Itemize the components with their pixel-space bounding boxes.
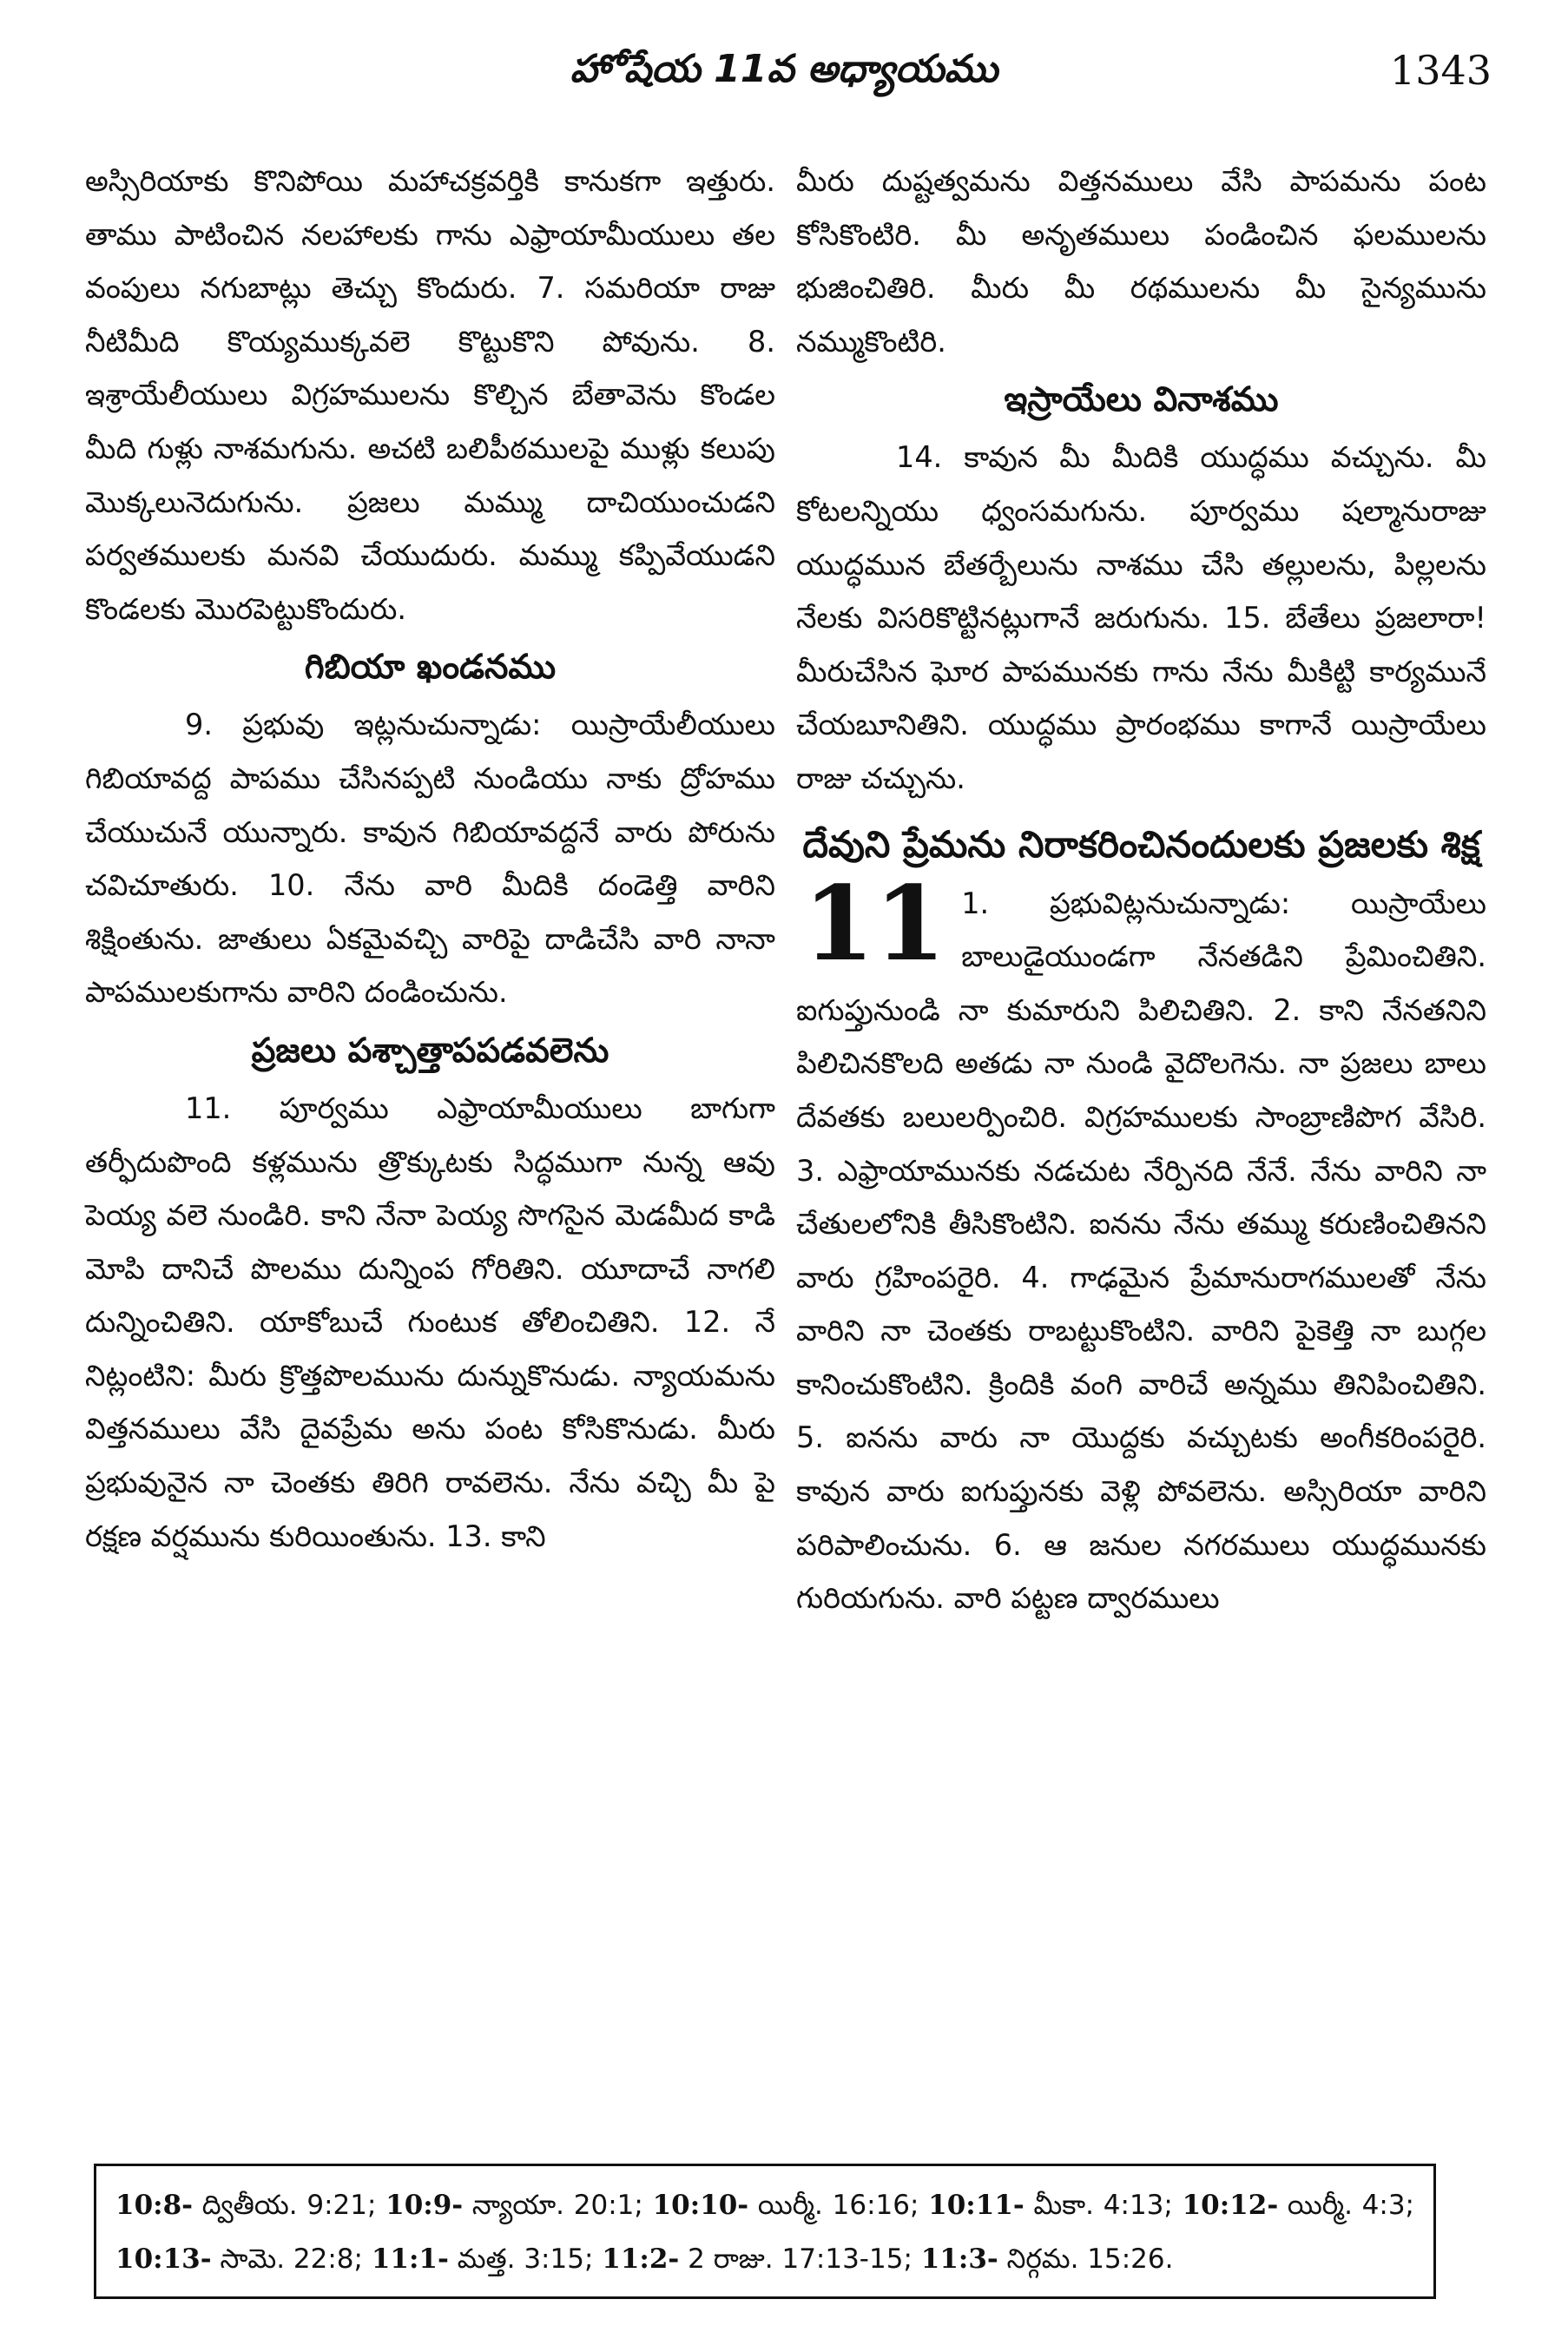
- footnote-text: యిర్మీ. 16:16;: [748, 2190, 929, 2221]
- section-heading: దేవుని ప్రేమను నిరాకరించినందులకు ప్రజలకు శిక్ష: [802, 822, 1480, 866]
- section-heading: ప్రజలు పశ్చాత్తాపపడవలెను: [251, 1031, 609, 1071]
- section-heading: గిబియా ఖండనము: [304, 648, 557, 688]
- footnote-entry: [1183, 2190, 1414, 2221]
- footnote-ref: 10:8-: [115, 2190, 194, 2221]
- footnote-entry: [928, 2190, 1182, 2221]
- running-title: హోషేయ 11వ అధ్యాయము: [570, 47, 998, 91]
- footnote-text: ద్వితీయ. 9:21;: [193, 2190, 386, 2221]
- paragraph: 9. ప్రభువు ఇట్లనుచున్నాడు: యిస్రాయేలీయులు గిబియావద్ద పాపము చేసినప్పటి నుండియు నాకు ద్రోహము చేయుచునే యున్నారు. కావున గిబియావద్దనే వారు పోరును చవిచూతురు. 10. నేను వారి మీదికి దండెత్తి వారిని శిక్షింతును. జాతులు ఏకమైవచ్చి వారిపై దాడిచేసి వారి నానా పాపములకుగాను వారిని దండించును.: [85, 708, 775, 1010]
- footnote-ref: 10:9-: [385, 2190, 464, 2221]
- footnote-text: యిర్మీ. 4:3;: [1278, 2190, 1414, 2221]
- footnote-entry: [921, 2243, 1174, 2275]
- paragraph: 1. ప్రభువిట్లనుచున్నాడు: యిస్రాయేలు బాలుడైయుండగా నేనతడిని ప్రేమించితిని. ఐగుప్తునుండి నా కుమారుని పిలిచితిని. 2. కాని నేనతనిని పిలిచినకొలది అతడు నా నుండి వైదొలగెను. నా ప్రజలు బాలు దేవతకు బలులర్పించిరి. విగ్రహములకు సాంబ్రాణిపొగ వేసిరి. 3. ఎఫ్రాయామునకు నడచుట నేర్పినది నేనే. నేను వారిని నా చేతులలోనికి తీసికొంటిని. ఐనను నేను తమ్ము కరుణించితినని వారు గ్రహింపరైరి. 4. గాఢమైన ప్రేమానురాగములతో నేను వారిని నా చెంతకు రాబట్టుకొంటిని. వారిని పైకెత్తి నా బుగ్గల కానించుకొంటిని. క్రిందికి వంగి వారిచే అన్నము తినిపించితిని. 5. ఐనను వారు నా యొద్దకు వచ్చుటకు అంగీకరింపరైరి. కావున వారు ఐగుప్తునకు వెళ్లి పోవలెను. అస్సిరియా వారిని పరిపాలించును. 6. ఆ జనుల నగరములు యుద్ధమునకు గురియగును. వారి పట్టణ ద్వారములు: [796, 886, 1486, 1616]
- footnote-entry: [602, 2243, 921, 2275]
- footnote-ref: 10:12-: [1182, 2190, 1279, 2221]
- chapter-number: 11: [803, 862, 946, 984]
- footnote-text: నిర్గమ. 15:26.: [998, 2243, 1174, 2275]
- footnote-entry: [372, 2243, 602, 2275]
- section-heading: ఇస్రాయేలు వినాశము: [1004, 380, 1279, 420]
- page-number: 1343: [1389, 47, 1492, 94]
- paragraph: అస్సిరియాకు కొనిపోయి మహాచక్రవర్తికి కానుకగా ఇత్తురు. తాము పాటించిన నలహాలకు గాను ఎఫ్రాయామీయులు తల వంపులు నగుబాట్లు తెచ్చు కొందురు. 7. సమరియా రాజు నీటిమీది కొయ్యముక్కవలె కొట్టుకొని పోవును. 8. ఇశ్రాయేలీయులు విగ్రహములను కొల్చిన బేతావెను కొండల మీది గుళ్లు నాశమగును. అచటి బలిపీఠములపై ముళ్లు కలుపు మొక్కలునెదుగును. ప్రజలు మమ్ము దాచియుంచుడని పర్వతములకు మనవి చేయుదురు. మమ్ము కప్పివేయుడని కొండలకు మొరపెట్టుకొందురు.: [85, 164, 775, 626]
- paragraph: మీరు దుష్టత్వమను విత్తనములు వేసి పాపమను పంట కోసికొంటిరి. మీ అనృతములు పండించిన ఫలములను భుజించితిరి. మీరు మీ రథములను మీ సైన్యమును నమ్ముకొంటిరి.: [796, 164, 1486, 359]
- paragraph: 14. కావున మీ మీదికి యుద్ధము వచ్చును. మీ కోటలన్నియు ధ్వంసమగును. పూర్వము షల్మానురాజు యుద్ధమున బేతర్బేలును నాశము చేసి తల్లులను, పిల్లలను నేలకు విసరికొట్టినట్లుగానే జరుగును. 15. బేతేలు ప్రజలారా! మీరుచేసిన ఘోర పాపమునకు గాను నేను మీకిట్టి కార్యమునే చేయబూనితిని. యుద్ధము ప్రారంభము కాగానే యిస్రాయేలు రాజు చచ్చును.: [796, 440, 1486, 795]
- footnote-text: 2 రాజు. 17:13-15;: [679, 2243, 921, 2275]
- footnote-ref: 10:10-: [652, 2190, 749, 2221]
- footnote-entry: [115, 2190, 385, 2221]
- left-column: [85, 155, 775, 1563]
- footnote-text: సామె. 22:8;: [211, 2243, 372, 2275]
- footnote-ref: 11:3-: [920, 2243, 998, 2275]
- paragraph: 11. పూర్వము ఎఫ్రాయామీయులు బాగుగా తర్ఫీదుపొంది కళ్లమును త్రొక్కుటకు సిద్ధముగా నున్న ఆవు పెయ్య వలె నుండిరి. కాని నేనా పెయ్య సొగసైన మెడమీద కాడి మోపి దానిచే పొలము దున్నింప గోరితిని. యూదాచే నాగలి దున్నించితిని. యాకోబుచే గుంటుక తోలించితిని. 12. నే నిట్లంటిని: మీరు క్రొత్తపొలమును దున్నుకొనుడు. న్యాయమను విత్తనములు వేసి దైవప్రేమ అను పంట కోసికొనుడు. మీరు ప్రభువునైన నా చెంతకు తిరిగి రావలెను. నేను వచ్చి మీ పై రక్షణ వర్షమును కురియింతును. 13. కాని: [85, 1090, 775, 1553]
- right-column: [796, 155, 1486, 1625]
- footnote-entry: [653, 2190, 929, 2221]
- footnote-ref: 10:11-: [928, 2190, 1024, 2221]
- footnote-text: మత్త. 3:15;: [448, 2243, 603, 2275]
- footnotes-box: [94, 2164, 1436, 2299]
- chapter-start: [796, 862, 1486, 1625]
- footnote-ref: 10:13-: [115, 2243, 212, 2275]
- footnote-text: న్యాయా. 20:1;: [463, 2190, 653, 2221]
- footnote-entry: [385, 2190, 652, 2221]
- footnote-entry: [115, 2243, 372, 2275]
- footnote-ref: 11:1-: [371, 2243, 449, 2275]
- page-header: [76, 35, 1492, 113]
- footnote-text: మీకా. 4:13;: [1024, 2190, 1183, 2221]
- footnote-ref: 11:2-: [602, 2243, 680, 2275]
